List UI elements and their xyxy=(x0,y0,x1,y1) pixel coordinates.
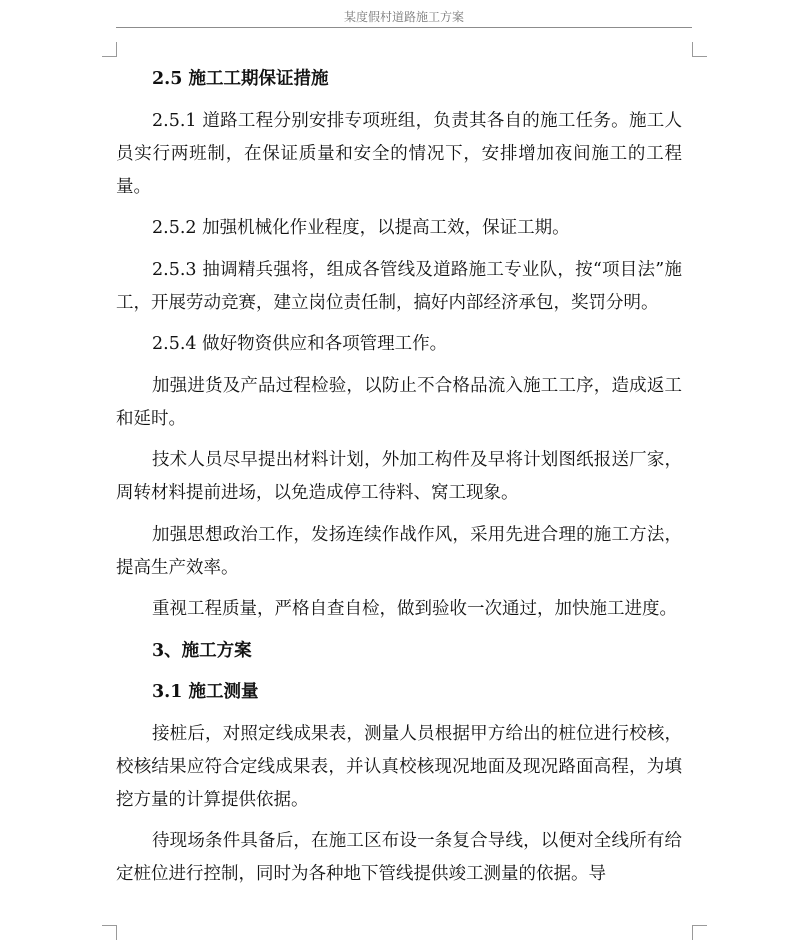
paragraph-pile: 接桩后，对照定线成果表，测量人员根据甲方给出的桩位进行校核，校核结果应符合定线成果表，并认真校核现况地面及现况路面高程，为填挖方量的计算提供依据。 xyxy=(116,723,682,810)
paragraph-inspection: 加强进货及产品过程检验，以防止不合格品流入施工工序，造成返工和延时。 xyxy=(116,375,682,429)
paragraph-site: 待现场条件具备后，在施工区布设一条复合导线，以便对全线所有给定桩位进行控制，同时为各种地下管线提供竣工测量的依据。导 xyxy=(116,831,682,884)
heading-3: 3、施工方案 xyxy=(152,640,252,661)
header-rule xyxy=(116,27,692,28)
paragraph-2-5-2: 2.5.2 加强机械化作业程度，以提高工效，保证工期。 xyxy=(152,218,570,238)
paragraph-2-5-3: 2.5.3 抽调精兵强将，组成各管线及道路施工专业队，按“项目法”施工，开展劳动竞赛，建立岗位责任制，搞好内部经济承包，奖罚分明。 xyxy=(116,259,682,313)
heading-2-5: 2.5 施工工期保证措施 xyxy=(152,69,329,89)
crop-mark-bottom-left xyxy=(102,925,117,940)
paragraph-2-5-1: 2.5.1 道路工程分别安排专项班组，负责其各自的施工任务。施工人员实行两班制，在保证质量和安全的情况下，安排增加夜间施工的工程量。 xyxy=(116,110,682,197)
heading-3-1: 3.1 施工测量 xyxy=(152,682,259,702)
paragraph-quality: 重视工程质量，严格自查自检，做到验收一次通过，加快施工进度。 xyxy=(152,599,677,619)
crop-mark-top-left xyxy=(102,42,117,57)
running-header: 某度假村道路施工方案 xyxy=(343,10,464,24)
document-body xyxy=(116,63,682,900)
crop-mark-top-right xyxy=(692,42,707,57)
paragraph-technical-staff: 技术人员尽早提出材料计划，外加工构件及早将计划图纸报送厂家，周转材料提前进场，以免造成停工待料、窝工现象。 xyxy=(116,450,682,503)
paragraph-2-5-4: 2.5.4 做好物资供应和各项管理工作。 xyxy=(152,334,448,354)
paragraph-ideology: 加强思想政治工作，发扬连续作战作风，采用先进合理的施工方法，提高生产效率。 xyxy=(116,524,682,578)
crop-mark-bottom-right xyxy=(692,925,707,940)
